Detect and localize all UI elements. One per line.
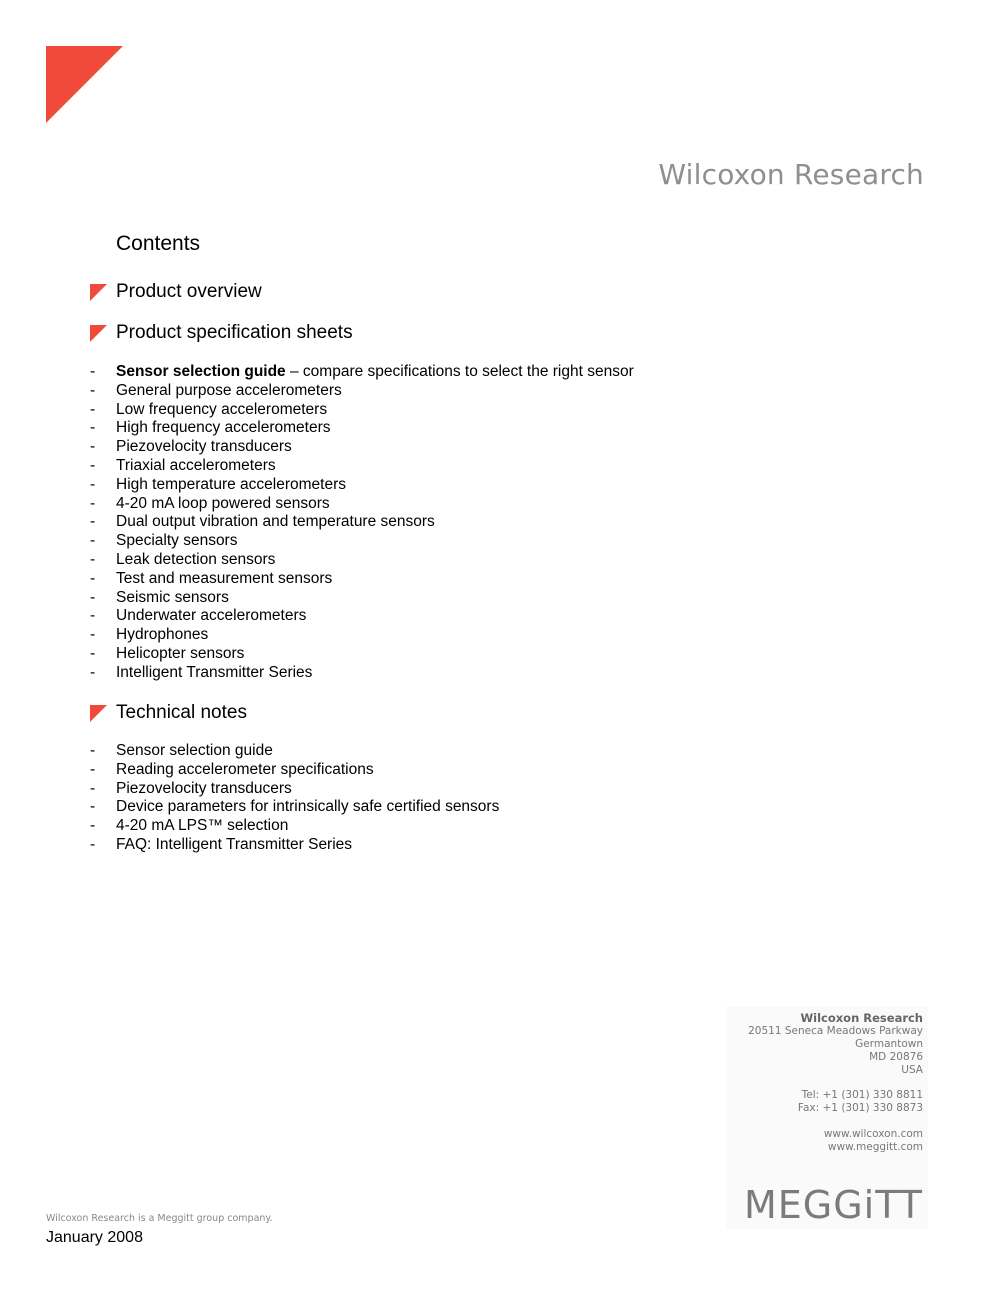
list-dash: -: [90, 532, 96, 550]
list-item-label: Leak detection sensors: [116, 550, 276, 568]
meggitt-logo: MEGGiTT: [743, 1183, 923, 1227]
list-item[interactable]: [90, 457, 634, 476]
list-item[interactable]: [90, 645, 634, 664]
list-dash: -: [90, 779, 96, 797]
section-heading-label: Technical notes: [116, 702, 247, 723]
address-gap: [748, 1115, 923, 1128]
list-item[interactable]: [90, 570, 634, 589]
section-heading-product-specification-sheets[interactable]: [90, 322, 353, 344]
address-block: [726, 1007, 928, 1229]
list-item[interactable]: [90, 476, 634, 495]
section-heading-product-overview[interactable]: [90, 281, 262, 303]
list-item[interactable]: [90, 382, 634, 401]
list-item[interactable]: [90, 626, 634, 645]
list-item-label: Reading accelerometer specifications: [116, 760, 374, 778]
section-heading-technical-notes[interactable]: [90, 702, 247, 724]
list-item[interactable]: [90, 438, 634, 457]
list-dash: -: [90, 760, 96, 778]
list-item[interactable]: [90, 363, 634, 382]
list-dash: -: [90, 569, 96, 587]
list-item[interactable]: [90, 798, 499, 817]
document-date: January 2008: [46, 1229, 143, 1246]
list-item[interactable]: [90, 589, 634, 608]
address-state-zip: MD 20876: [869, 1050, 923, 1063]
address-company: Wilcoxon Research: [800, 1011, 923, 1025]
list-dash: -: [90, 550, 96, 568]
list-item-label: Seismic sensors: [116, 588, 229, 606]
list-dash: -: [90, 742, 96, 759]
list-dash: -: [90, 588, 96, 606]
list-item[interactable]: [90, 742, 499, 761]
list-item[interactable]: [90, 532, 634, 551]
list-dash: -: [90, 419, 96, 437]
section-heading-label: Product overview: [116, 281, 262, 302]
list-item[interactable]: [90, 664, 634, 683]
list-item[interactable]: [90, 551, 634, 570]
address-city: Germantown: [855, 1037, 923, 1050]
list-dash: -: [90, 626, 96, 644]
list-item-label: – compare specifications to select the right sensor: [285, 363, 634, 380]
list-item-label: Underwater accelerometers: [116, 607, 307, 625]
list-item[interactable]: [90, 761, 499, 780]
list-item-label: FAQ: Intelligent Transmitter Series: [116, 835, 353, 853]
list-item-label: Specialty sensors: [116, 532, 238, 550]
list-item-bold-label: Sensor selection guide: [116, 363, 286, 380]
list-item-label: General purpose accelerometers: [116, 381, 342, 399]
list-item[interactable]: [90, 817, 499, 836]
list-dash: -: [90, 663, 96, 681]
list-item[interactable]: [90, 513, 634, 532]
list-item-label: Test and measurement sensors: [116, 569, 333, 587]
list-item-label: 4-20 mA loop powered sensors: [116, 494, 330, 512]
list-dash: -: [90, 456, 96, 474]
list-dash: -: [90, 607, 96, 625]
list-dash: -: [90, 798, 96, 816]
list-item[interactable]: [90, 419, 634, 438]
list-item[interactable]: [90, 836, 499, 855]
list-dash: -: [90, 381, 96, 399]
list-item-label: 4-20 mA LPS™ selection: [116, 817, 289, 835]
address-web-wilcoxon[interactable]: www.wilcoxon.com: [823, 1128, 923, 1141]
list-item-label: Piezovelocity transducers: [116, 438, 292, 456]
list-item[interactable]: [90, 780, 499, 799]
list-dash: -: [90, 644, 96, 662]
list-dash: -: [90, 513, 96, 531]
brand-name: Wilcoxon Research: [658, 158, 924, 191]
red-flag-bullet-icon: [90, 284, 107, 301]
list-dash: -: [90, 835, 96, 853]
address-gap: [748, 1077, 923, 1090]
list-dash: -: [90, 475, 96, 493]
list-item[interactable]: [90, 495, 634, 514]
address-tel: Tel: +1 (301) 330 8811: [801, 1089, 923, 1102]
list-item-label: Dual output vibration and temperature sensors: [116, 513, 435, 531]
technical-notes-list: [90, 742, 499, 855]
list-dash: -: [90, 817, 96, 835]
list-item[interactable]: [90, 607, 634, 626]
list-item-label: Helicopter sensors: [116, 644, 245, 662]
address-fax: Fax: +1 (301) 330 8873: [797, 1102, 923, 1115]
list-dash: -: [90, 400, 96, 418]
list-item-label: Triaxial accelerometers: [116, 456, 276, 474]
red-flag-bullet-icon: [90, 325, 107, 342]
list-item-label: Hydrophones: [116, 626, 209, 644]
address-web-meggitt[interactable]: www.meggitt.com: [827, 1141, 923, 1154]
group-company-note: Wilcoxon Research is a Meggitt group company.: [46, 1213, 273, 1224]
list-dash: -: [90, 494, 96, 512]
product-spec-sheet-list: [90, 363, 634, 683]
list-item-label: Device parameters for intrinsically safe certified sensors: [116, 798, 500, 816]
list-item[interactable]: [90, 401, 634, 420]
address-street: 20511 Seneca Meadows Parkway: [748, 1024, 923, 1037]
list-dash: -: [90, 363, 96, 380]
list-item-label: Low frequency accelerometers: [116, 400, 328, 418]
address-country: USA: [901, 1063, 923, 1076]
list-item-label: Sensor selection guide: [116, 742, 273, 759]
list-dash: -: [90, 438, 96, 456]
list-item-label: Intelligent Transmitter Series: [116, 663, 313, 681]
address-lines: [748, 1012, 923, 1154]
list-item-label: High frequency accelerometers: [116, 419, 331, 437]
section-heading-label: Product specification sheets: [116, 322, 353, 343]
corner-triangle-logo-icon: [46, 46, 123, 123]
red-flag-bullet-icon: [90, 705, 107, 722]
list-item-label: High temperature accelerometers: [116, 475, 347, 493]
contents-title: Contents: [116, 232, 201, 255]
list-item-label: Piezovelocity transducers: [116, 779, 292, 797]
